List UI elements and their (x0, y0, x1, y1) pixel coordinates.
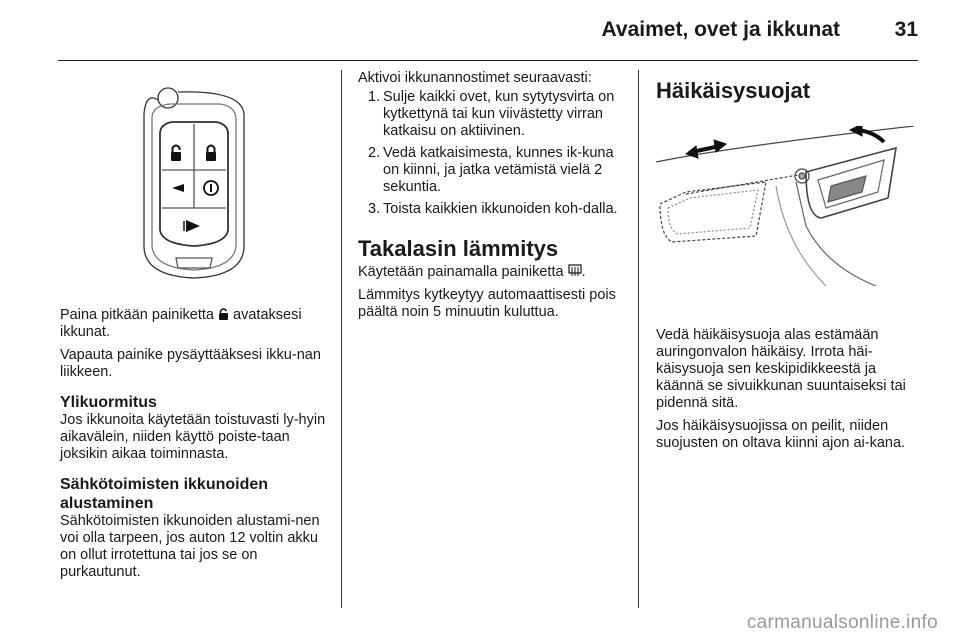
section-title: Avaimet, ovet ja ikkunat (601, 18, 840, 41)
list-number: 3. (368, 201, 381, 217)
heading-haikaisy: Häikäisysuojat (656, 78, 811, 103)
paragraph-overload: Jos ikkunoita käytetään toistuvasti ly-hyin aikavälein, niiden käyttö poiste-taan joksikin aikaa toiminnasta. (60, 412, 326, 462)
watermark: carmanualsonline.info (746, 612, 938, 633)
list-number: 2. (368, 145, 381, 161)
paragraph-heating-auto: Lämmitys kytkeytyy automaattisesti pois päältä noin 5 minuutin kuluttua. (358, 287, 616, 320)
heading-alustaminen (60, 475, 328, 513)
page-header (0, 0, 960, 62)
list-item (358, 89, 620, 140)
paragraph-visor-mirror: Jos häikäisysuojissa on peilit, niiden suojusten on oltava kiinni ajon ai-kana. (656, 418, 906, 451)
heading-takalasi: Takalasin lämmitys (358, 236, 559, 261)
column-3 (656, 70, 918, 458)
paragraph-text: Käytetään painamalla painiketta (358, 264, 564, 280)
paragraph-heating-button (358, 264, 620, 281)
heading-line: Sähkötoimisten ikkunoiden (60, 476, 269, 493)
list-item (358, 201, 620, 218)
column-1 (60, 70, 328, 587)
steps-intro: Aktivoi ikkunannostimet seuraavasti: (358, 70, 592, 86)
column-divider-1 (341, 70, 342, 608)
paragraph-open-windows (60, 307, 328, 341)
rear-defrost-icon (568, 264, 582, 277)
list-text: Sulje kaikki ovet, kun sytytysvirta on kytkettynä tai kun viivästetty virran katkaisu on aktiivinen. (383, 89, 615, 139)
list-text: Toista kaikkien ikkunoiden koh-dalla. (383, 201, 618, 217)
paragraph-text: . (581, 264, 586, 280)
paragraph-visor-use: Vedä häikäisysuoja alas estämään auringonvalon häikäisy. Irrota häi-käisysuoja sen keskipidikkeestä ja käännä se sivuikkunan suuntaiseksi tai pidennä sitä. (656, 327, 906, 411)
list-item (358, 145, 620, 196)
paragraph-text: Paina pitkään painiketta (60, 307, 214, 323)
steps-list (358, 89, 620, 218)
paragraph-release: Vapauta painike pysäyttääksesi ikku-nan liikkeen. (60, 347, 321, 380)
list-text: Vedä katkaisimesta, kunnes ik-kuna on kiinni, ja jatka vetämistä vielä 2 sekuntia. (383, 145, 614, 195)
header-divider (58, 60, 918, 61)
paragraph-reset: Sähkötoimisten ikkunoiden alustami-nen voi olla tarpeen, jos auton 12 voltin akku on ollut irrotettuna tai jos se on purkautunut. (60, 513, 320, 580)
heading-line: alustaminen (60, 495, 154, 512)
column-divider-2 (638, 70, 639, 608)
sun-visor-illustration (656, 126, 914, 286)
key-fob-illustration (60, 70, 328, 290)
page-number: 31 (894, 18, 918, 41)
paragraph-text: avataksesi ikkunat. (60, 307, 302, 340)
unlock-icon (218, 308, 229, 320)
heading-ylikuormitus: Ylikuormitus (60, 394, 157, 411)
list-number: 1. (368, 89, 381, 105)
column-2 (358, 70, 620, 327)
